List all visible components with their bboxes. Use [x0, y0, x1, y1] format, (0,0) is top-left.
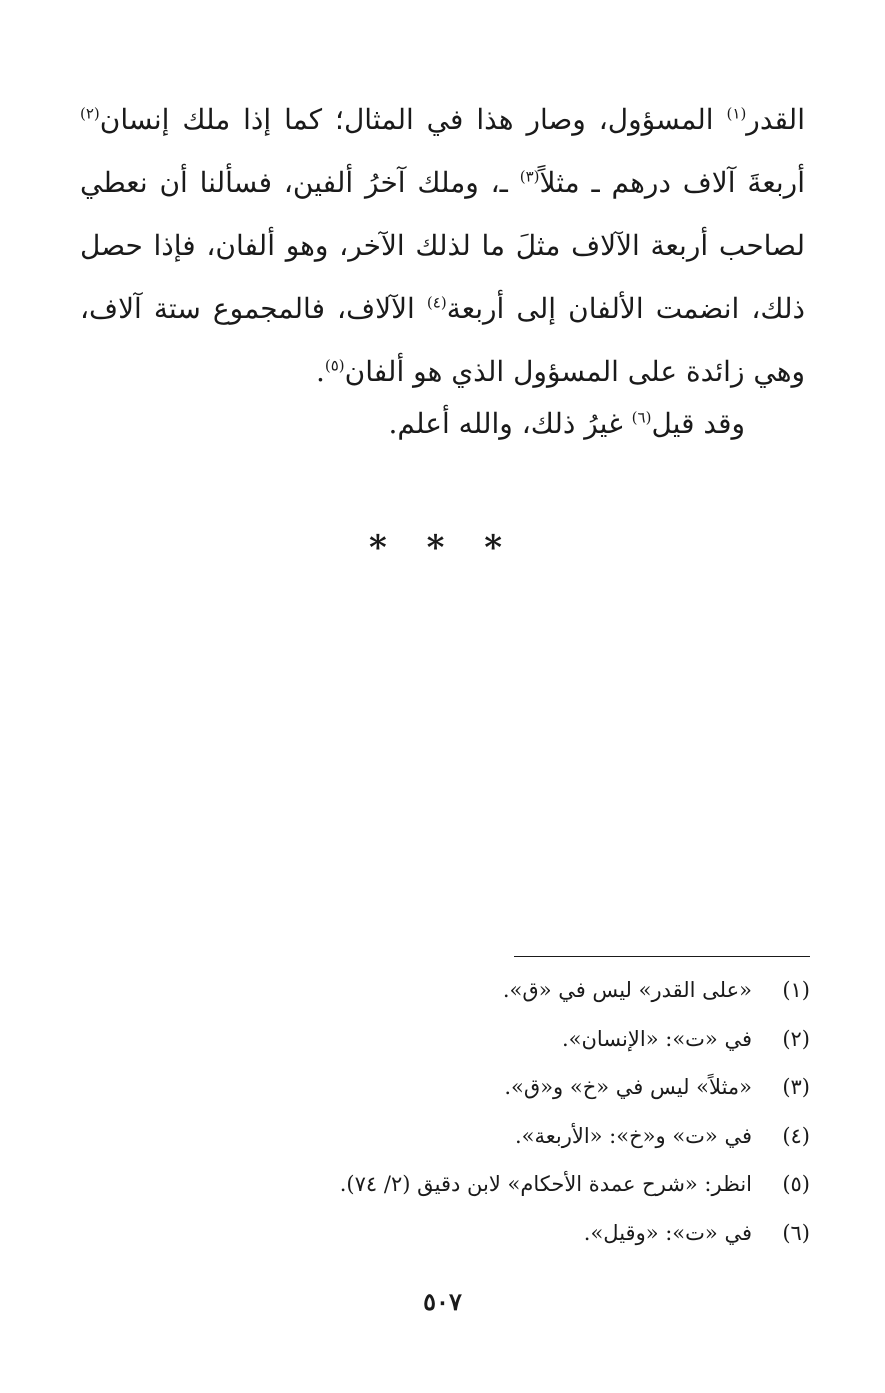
footnote-number: (١)	[782, 978, 810, 1002]
footnote-text: في «ت»: «وقيل».	[583, 1220, 752, 1245]
footnote-item	[170, 1063, 810, 1112]
footnote-number: (٦)	[782, 1220, 810, 1245]
footnote-text: «مثلاً» ليس في «خ» و«ق».	[504, 1075, 752, 1099]
footnote-number: (٢)	[782, 1026, 810, 1051]
footnote-item	[170, 966, 810, 1015]
text-segment: المسؤول، وصار هذا في المثال؛ كما إذا ملك إنسان	[99, 103, 727, 136]
text-segment: الآلاف، فالمجموع ستة آلاف، وهي زائدة على المسؤول الذي هو ألفان	[80, 292, 805, 388]
text-segment: القدر	[746, 103, 805, 136]
footnote-item	[170, 1160, 810, 1209]
footnote-text: في «ت»: «الإنسان».	[561, 1026, 752, 1051]
footnote-item	[170, 1015, 810, 1064]
footnote-marker: (٣)	[519, 167, 540, 186]
footnote-text: «على القدر» ليس في «ق».	[502, 978, 752, 1002]
section-separator: * * *	[368, 528, 516, 568]
page-number: ٥٠٧	[423, 1287, 462, 1316]
footnote-text: في «ت» و«خ»: «الأربعة».	[514, 1123, 752, 1148]
footnote-marker: (٥)	[324, 356, 345, 375]
footnote-item	[170, 1209, 810, 1258]
text-segment: ـ، وملك آخرُ ألفين، فسألنا أن نعطي لصاحب أربعة الآلاف مثلَ ما لذلك الآخر، وهو ألفان، فإذا حصل ذلك، انضمت الألفان إلى أربعة	[80, 166, 805, 325]
footnote-divider	[514, 956, 810, 957]
footnote-marker: (١)	[726, 104, 747, 123]
footnote-marker: (٦)	[631, 408, 652, 427]
main-paragraph	[80, 88, 805, 403]
main-body-text	[80, 88, 805, 403]
footnote-number: (٣)	[782, 1075, 810, 1099]
footnote-marker: (٢)	[80, 104, 100, 123]
footnote-number: (٤)	[782, 1123, 810, 1148]
footnote-number: (٥)	[782, 1172, 810, 1196]
footnote-text: انظر: «شرح عمدة الأحكام» لابن دقيق (٢/ ٧٤).	[339, 1172, 752, 1196]
closing-paragraph	[388, 392, 745, 455]
footnote-marker: (٤)	[426, 293, 447, 312]
footnotes-list	[170, 966, 810, 1257]
text-segment: وقد قيل	[651, 407, 745, 440]
footnote-item	[170, 1112, 810, 1161]
text-segment: أربعةَ آلاف درهم ـ مثلاً	[539, 166, 805, 199]
text-segment: .	[315, 355, 325, 388]
text-segment: غيرُ ذلك، والله أعلم.	[388, 407, 632, 440]
